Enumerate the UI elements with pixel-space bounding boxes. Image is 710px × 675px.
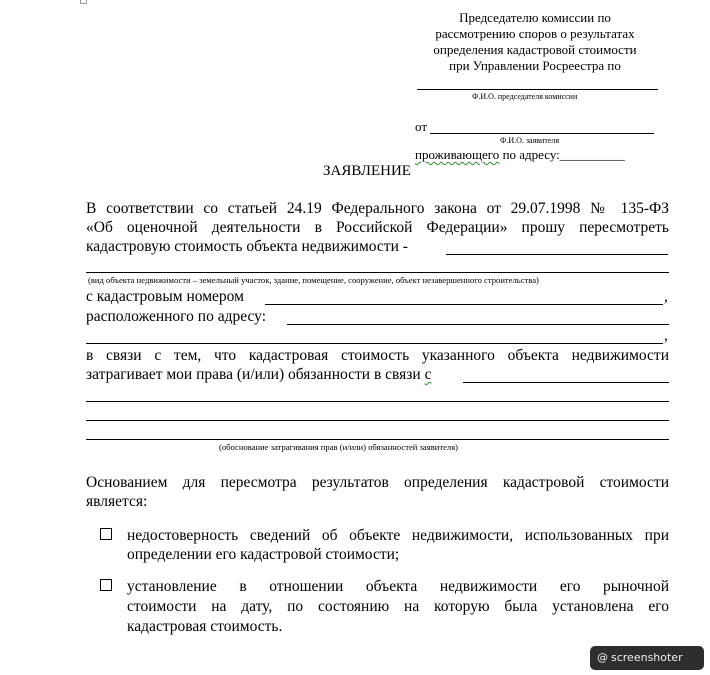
reason-field-2[interactable] [86, 401, 669, 402]
option-2-line-3: кадастровая стоимость. [127, 618, 283, 635]
object-type-field[interactable] [86, 272, 669, 273]
address-comma: , [664, 327, 668, 344]
option-1-line-2: определении его кадастровой стоимости; [127, 546, 400, 563]
option-2-line-1: установление в отношении объекта недвижимости его рыночной [127, 578, 669, 595]
basis-line-2: является: [86, 493, 148, 510]
object-value-field[interactable] [446, 254, 668, 255]
reason-field-3[interactable] [86, 420, 669, 421]
paragraph-2-line-1: в связи с тем, что кадастровая стоимость указанного объекта недвижимости [86, 347, 669, 364]
addressee-line-2: рассмотрению споров о результатах [435, 26, 635, 41]
addressee-line-4: при Управлении Росреестра по [449, 58, 621, 73]
from-label: от [415, 119, 428, 134]
residing-word: проживающего [415, 147, 500, 162]
address-field-2[interactable] [86, 343, 663, 344]
cadastral-number-field[interactable] [265, 304, 663, 305]
option-1-checkbox[interactable] [100, 528, 112, 540]
applicant-name-field[interactable] [430, 133, 654, 134]
page-edge-marker [80, 0, 87, 4]
paragraph-2-line-2: затрагивает мои права (и/или) обязанности в связи с [86, 366, 432, 383]
option-2-checkbox[interactable] [100, 579, 112, 591]
object-type-caption: (вид объекта недвижимости – земельный участок, здание, помещение, сооружение, объект незавершенного строительства) [88, 275, 539, 285]
addressee-line-3: определения кадастровой стоимости [433, 42, 637, 57]
address-label: расположенного по адресу: [86, 308, 266, 325]
reason-field-4[interactable] [86, 439, 669, 440]
basis-line-1: Основанием для пересмотра результатов определения кадастровой стоимости [86, 474, 669, 491]
chairman-name-field[interactable] [417, 89, 658, 90]
paragraph-1-line-2: «Об оценочной деятельности в Российской Федерации» прошу пересмотреть [86, 219, 669, 236]
paragraph-1-line-3: кадастровую стоимость объекта недвижимости - [86, 238, 408, 255]
chairman-caption: Ф.И.О. председателя комиссии [472, 92, 578, 101]
screenshoter-watermark [590, 646, 704, 670]
paragraph-2-word: с [424, 366, 432, 383]
option-2-line-2: стоимости на дату, по состоянию на которую была установлена его [127, 598, 669, 615]
document-title: ЗАЯВЛЕНИЕ [323, 163, 411, 179]
watermark-label: screenshoter [611, 651, 683, 664]
residing-line [415, 147, 625, 163]
addressee-line-1: Председателю комиссии по [459, 10, 611, 25]
cadastral-comma: , [664, 288, 668, 305]
cadastral-number-label: с кадастровым номером [86, 288, 244, 305]
applicant-caption: Ф.И.О. заявителя [500, 136, 560, 145]
option-1-line-1: недостоверность сведений об объекте недвижимости, использованных при [127, 527, 669, 544]
residing-address-label: по адресу:__________ [499, 147, 625, 162]
justification-caption: (обоснование затрагивания прав (и/или) обязанностей заявителя) [219, 442, 459, 452]
at-icon: @ [597, 651, 608, 664]
address-field[interactable] [287, 324, 669, 325]
paragraph-1-line-1: В соответствии со статьей 24.19 Федерального закона от 29.07.1998 № 135-ФЗ [86, 200, 669, 217]
reason-field-1[interactable] [463, 382, 669, 383]
